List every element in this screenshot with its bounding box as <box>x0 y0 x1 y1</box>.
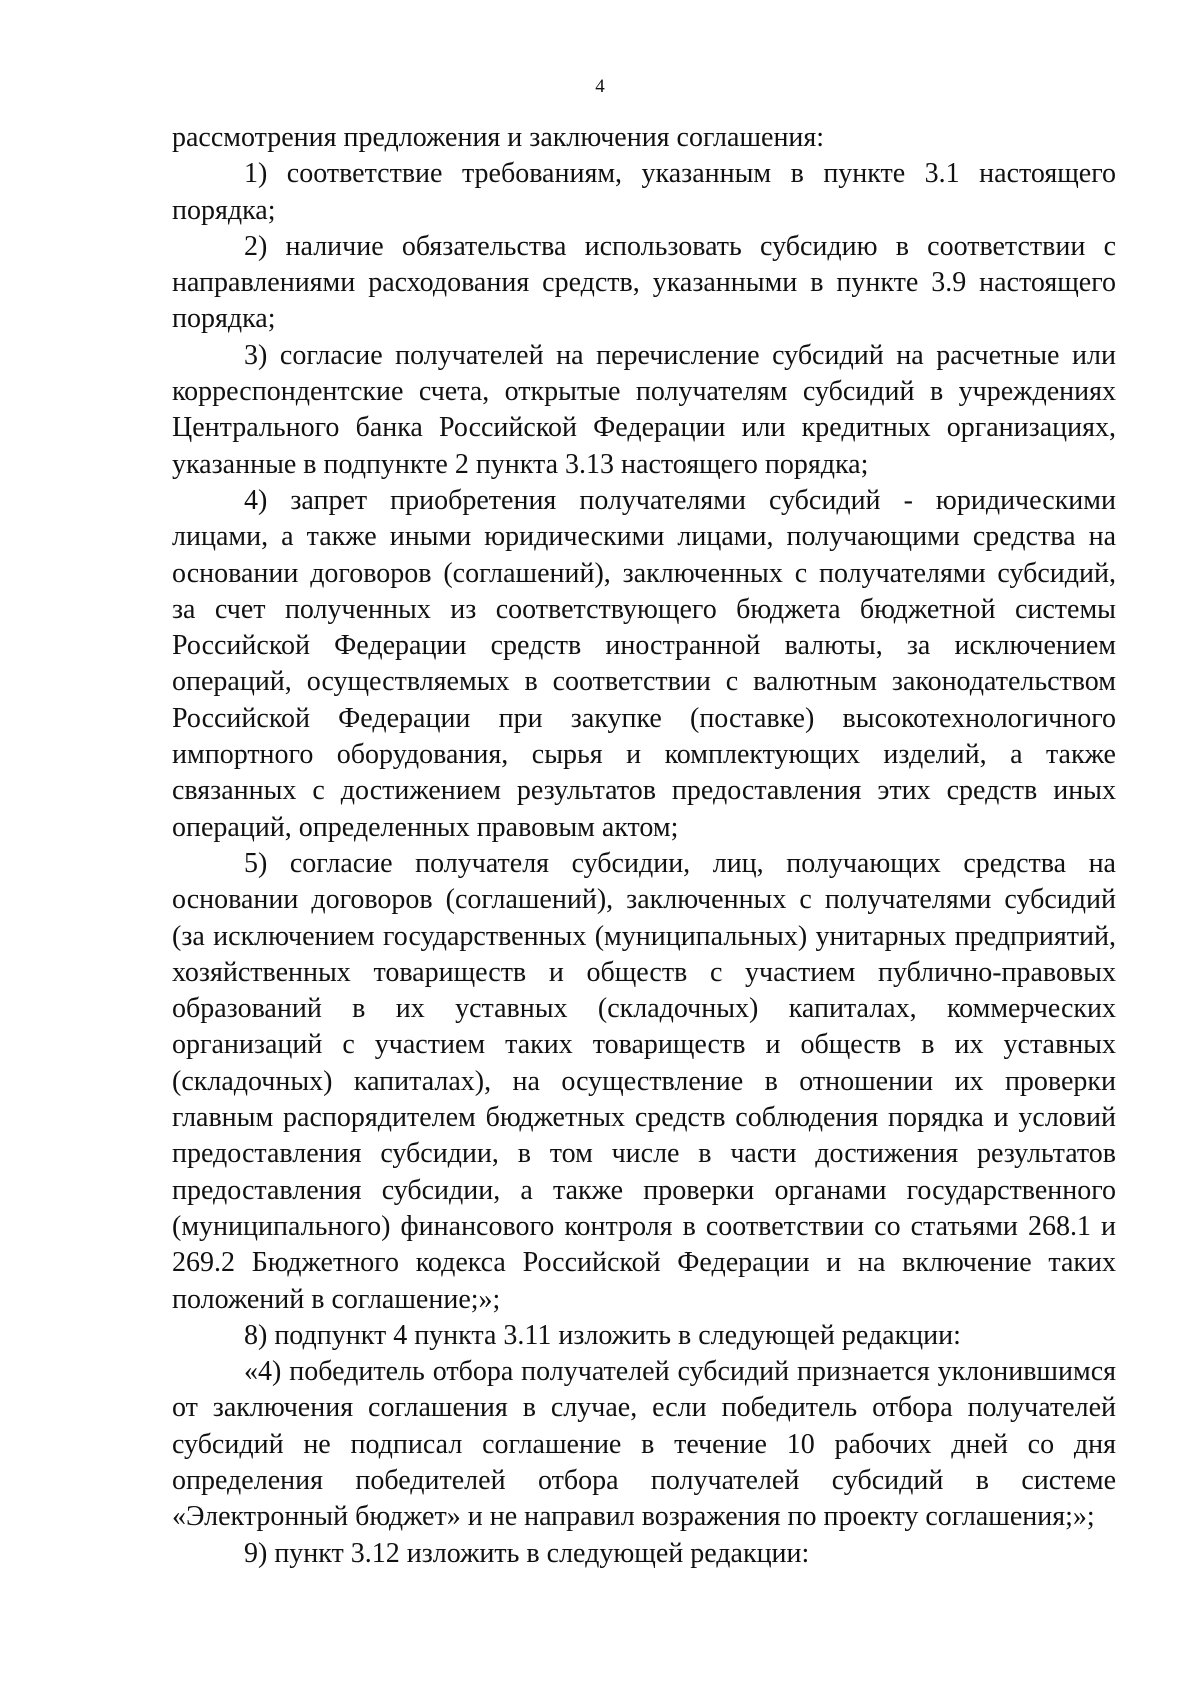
paragraph-item-9: 9) пункт 3.12 изложить в следующей редакции: <box>244 1537 810 1569</box>
paragraph-item-4: 4) запрет приобретения получателями субсидий - юридическими лицами, а также иными юридическими лицами, получающими средства на основании договоров (соглашений), заключенных с получателями субсидий, за счет полученных из соответствующего бюджета бюджетной системы Российской Федерации средств иностранной валюты, за исключением операций, осуществляемых в соответствии с валютным законодательством Российской Федерации при закупке (поставке) высокотехнологичного импортного оборудования, сырья и комплектующих изделий, а также связанных с достижением результатов предоставления этих средств иных операций, определенных правовым актом; <box>172 484 1116 843</box>
page-number: 4 <box>595 76 605 97</box>
paragraph-item-8: 8) подпункт 4 пункта 3.11 изложить в следующей редакции: <box>244 1319 961 1351</box>
paragraph-item-5: 5) согласие получателя субсидии, лиц, получающих средства на основании договоров (соглашений), заключенных с получателями субсидий (за исключением государственных (муниципальных) унитарных предприятий, хозяйственных товариществ и обществ с участием публично-правовых образований в их уставных (складочных) капиталах, коммерческих организаций с участием таких товариществ и обществ в их уставных (складочных) капиталах), на осуществление в отношении их проверки главным распорядителем бюджетных средств соблюдения порядка и условий предоставления субсидии, в том числе в части достижения результатов предоставления субсидии, а также проверки органами государственного (муниципального) финансового контроля в соответствии со статьями 268.1 и 269.2 Бюджетного кодекса Российской Федерации и на включение таких положений в соглашение;»; <box>172 847 1116 1315</box>
paragraph-item-3: 3) согласие получателей на перечисление субсидий на расчетные или корреспондентские счета, открытые получателям субсидий в учреждениях Центрального банка Российской Федерации или кредитных организациях, указанные в подпункте 2 пункта 3.13 настоящего порядка; <box>172 339 1116 480</box>
paragraph-subitem-4-quote: «4) победитель отбора получателей субсидий признается уклонившимся от заключения соглашения в случае, если победитель отбора получателей субсидий не подписал соглашение в течение 10 рабочих дней со дня определения победителей отбора получателей субсидий в системе «Электронный бюджет» и не направил возражения по проекту соглашения;»; <box>172 1356 1116 1533</box>
paragraph-intro: рассмотрения предложения и заключения соглашения: <box>172 122 825 153</box>
document-body <box>172 120 1116 1572</box>
paragraph-item-1: 1) соответствие требованиям, указанным в пункте 3.1 настоящего порядка; <box>172 158 1116 226</box>
paragraph-item-2: 2) наличие обязательства использовать субсидию в соответствии с направлениями расходования средств, указанными в пункте 3.9 настоящего порядка; <box>172 230 1116 335</box>
